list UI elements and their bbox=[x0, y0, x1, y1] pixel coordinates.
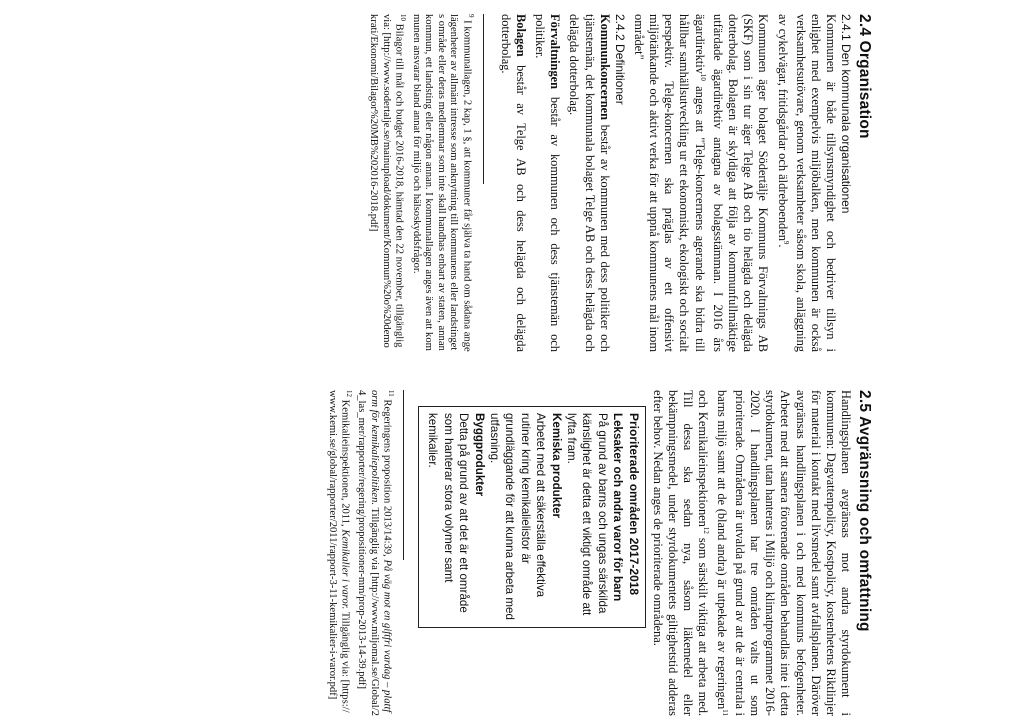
definition-bolagen: Bolagen består av Telge AB och dess helägda och delägda dotterbolag. bbox=[498, 14, 528, 352]
definition-forvaltningen: Förvaltningen består av kommunen och dess tjänstemän och politiker. bbox=[533, 14, 563, 352]
box-section-kemiska-text: Arbetet med att säkerställa effektiva rutiner kring kemikalielistor är grundläggande för att kunna arbeta med utfasning. bbox=[488, 413, 548, 620]
footnote-9: $^9$ I kommunallagen, 2 kap, 1 §, att kommuner får själva ta hand om sådana angelägenheter av allmänt intresse som anknytning till kommunens eller landstingets område eller deras medlemmar som inte skall handhas enbart av staten, annan kommun, ett landsting eller någon annan. I kommunallagen anges även att kommunen ansvarar bland annat för miljö och hälsoskyddsfrågor. bbox=[410, 14, 475, 352]
left-column bbox=[367, 14, 873, 352]
paragraph-tillsyn: Kommunen är både tillsynsmyndighet och bedriver tillsyn i enlighet med exempelvis miljöbalken, men kommunen är också verksamhetsutövare, genom verksamheter såsom skola, anläggning av cykelvägar, fritidsgårdar och äldreboenden$^9$. bbox=[775, 14, 838, 352]
footnote-ref-11: 11 bbox=[720, 709, 729, 716]
paragraph-bolaget: Kommunen äger bolaget Södertälje Kommuns Förvaltnings AB (SKF) som i sin tur äger Telge AB och tio helägda och delägda dotterbolag. Bolagen är skyldiga att följa av kommunfullmäktige utfärdade ägardirektiv antagna av bolagsstämman. I 2016 års ägardirektiv$^{10}$ anges att "Telge-koncernens agerande ska bidra till hållbar samhällsutveckling ur ett ekonomiskt, ekologiskt och socialt perspektiv. Telge-koncernen ska präglas av ett offensivt miljötänkande och aktivt verka för att uppnå kommunens mål inom området" bbox=[631, 14, 771, 352]
box-section-bygg-text: Detta på grund av att det är ett område som hanterar stora volymer samt kemikalier. bbox=[426, 413, 471, 613]
prioriterade-omraden-box bbox=[418, 406, 646, 628]
section-heading-organisation: 2.4 Organisation bbox=[856, 14, 873, 139]
footnote-12: $^{12}$ Kemikalieinspektionen, 2011, Kemikalier i varor. Tillgänglig via: [https://www.kemi.se/global/rapporter/2011/rapport-3-11-kemikalier-i-varor.pdf] bbox=[326, 390, 353, 713]
footnote-ref-9: 9 bbox=[781, 240, 790, 245]
box-section-leksaker-title: Leksaker och andra varor för barn bbox=[611, 413, 625, 602]
box-title: Prioriterade områden 2017-2018 bbox=[626, 413, 641, 596]
box-section-bygg-title: Byggprodukter bbox=[472, 413, 486, 497]
footnote-divider-right bbox=[403, 390, 404, 560]
footnote-11: $^{11}$ Regeringens proposition 2013/14:39, På väg mot en giftfri vardag – plattform för kemikaliepolitiken. Tillgänglig via [http://www.miljomal.se/Global/24_las_mer/rapporter/regering/propositioner-mm/prop-2013-14-39.pdf] bbox=[356, 390, 396, 716]
footnote-divider bbox=[483, 14, 484, 184]
subheading-kommunala-organisationen: 2.4.1 Den kommunala organisationen bbox=[839, 14, 853, 214]
footnote-10: $^{10}$ Bilagor till mål och budget 2016-2018, hämtad den 22 november, tillgänglig via: [http://www.sodertalje.se/mainupload/dokument/Kommun%20o%20demokrati/Ekonomi/Bilagor%20MB%202016-2018.pdf] bbox=[368, 14, 408, 348]
subheading-definitioner: 2.4.2 Definitioner bbox=[612, 14, 627, 105]
footnote-ref-12: 12 bbox=[702, 526, 711, 534]
section-heading-avgransning: 2.5 Avgränsning och omfattning bbox=[856, 390, 873, 632]
paragraph-avgransning: Handlingsplanen avgränsas mot andra styrdokument i kommunen: Dagvattenpolicy, Kostpolicy, kostenhetens Riktlinjer för material i kontakt med livsmedel samt avfallsplanen. Däröver avgränsas handlingsplanen i och med kommuns befogenheter. Arbetet med att sanera förorenade områden behandlas inte i detta styrdokument, utan hanteras i Miljö och klimatprogrammet 2016-2020. I handlingsplanen har tre områden valts ut som prioriterade. Områdena är utvalda på grund av att de är centrala i barns miljö samt att de (bland andra) är utpekade av regeringen$^{11}$ och Kemikalieinspektionen$^{12}$ som särskilt viktiga att arbeta med. Till dessa ska sedan nya, såsom läkemedel eller bekämpningsmedel, under styrdokumentets giltighetstid adderas efter behov. Nedan anges de prioriterade områdena. bbox=[650, 390, 853, 716]
right-column bbox=[325, 390, 873, 716]
box-section-leksaker-text: På grund av barns och ungas särskilda känslighet är detta ett viktigt område att lyfta fram. bbox=[565, 413, 609, 616]
box-section-kemiska-title: Kemiska produkter bbox=[549, 413, 563, 519]
definition-kommunkoncernen: Kommunkoncernen består av kommunen med dess politiker och tjänstemän, det kommunala bolaget Telge AB och dess helägda och delägda dotterbolag. bbox=[567, 14, 612, 352]
footnote-ref-10: 10 bbox=[698, 73, 707, 81]
